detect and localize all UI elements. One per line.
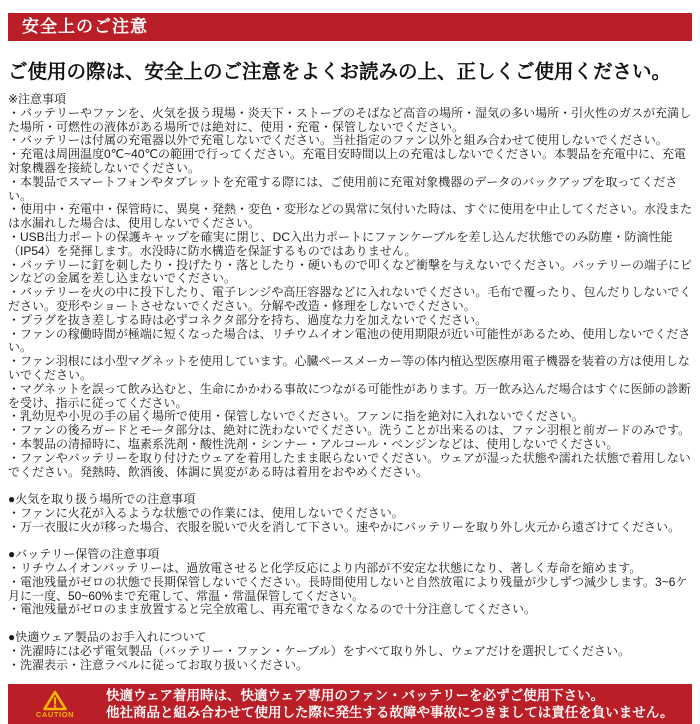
safety-notice-page xyxy=(0,13,700,721)
note-item: ・バッテリーやファンを、火気を扱う現場・炎天下・ストーブのそばなど高音の場所・湿気の多い場所・引火性のガスが充満した場所・可燃性の液体がある場所では絶対に、使用・充電・保管しないでください。 xyxy=(8,105,692,134)
section-item: ・洗濯表示・注意ラベルに従ってお取り扱いください。 xyxy=(8,657,309,672)
note-item: ・USB出力ポートの保護キャップを確実に閉じ、DC入出力ポートにファンケーブルを差し込んだ状態でのみ防塵・防滴性能（IP54）を発揮します。水没時に防水構造を保証するものではありません。 xyxy=(8,229,673,258)
section-heading: ●火気を取り扱う場所での注意事項 xyxy=(8,492,196,507)
caution-line-1: 快適ウェア着用時は、快適ウェア専用のファン・バッテリーを必ずご使用下さい。 xyxy=(106,688,605,704)
note-item: ・ファン羽根には小型マグネットを使用しています。心臓ペースメーカー等の体内植込型医療用電子機器を装着の方は使用しないでください。 xyxy=(8,354,690,382)
caution-icon-block xyxy=(24,690,86,719)
note-item: ・乳幼児や小児の手の届く場所で使用・保管しないでください。ファンに指を絶対に入れないでください。 xyxy=(8,409,584,424)
section-heading: ●快適ウェア製品のお手入れについて xyxy=(8,630,207,645)
page-title: 安全上のご注意 xyxy=(22,17,148,36)
caution-icon-label: CAUTION xyxy=(35,709,75,719)
section-item: ・万一衣服に火が移った場合、衣服を脱いで火を消して下さい。速やかにバッテリーを取り外し火元から遠ざけてください。 xyxy=(8,519,681,534)
note-item: ・バッテリーを火の中に投下したり、電子レンジや高圧容器などに入れないでください。毛布で覆ったり、包んだりしないでください。変形やショートさせないでください。分解や改造・修理をしないでください。 xyxy=(8,285,692,313)
note-item: ・本製品でスマートフォンやタブレットを充電する際には、ご使用前に充電対象機器のデータのバックアップを取ってください。 xyxy=(8,174,678,203)
section-wear-care xyxy=(8,631,692,672)
note-item: ・バッテリーは付属の充電器以外で充電しないでください。当社指定のファン以外と組み合わせて使用しないでください。 xyxy=(8,133,668,148)
section-fire-handling xyxy=(8,493,692,534)
lead-sentence: ご使用の際は、安全上のご注意をよくお読みの上、正しくご使用ください。 xyxy=(8,61,672,83)
warning-triangle-icon xyxy=(43,690,67,711)
section-item: ・電池残量がゼロのまま放置すると完全放電し、再充電できなくなるので十分注意してください。 xyxy=(8,602,537,617)
section-header-bar xyxy=(8,13,692,41)
note-item: ・本製品の清掃時に、塩素系洗剤・酸性洗剤・シンナー・アルコール・ベンジンなどは、使用しないでください。 xyxy=(8,436,619,451)
section-battery-storage xyxy=(8,548,692,617)
section-item: ・ファンに火花が入るような状態での作業には、使用しないでください。 xyxy=(8,505,404,520)
note-item: ・充電は周囲温度0℃~40℃の範囲で行ってください。充電目安時間以上の充電はしないでください。本製品を充電中に、充電対象機器を接続しないでください。 xyxy=(8,147,686,175)
notes-heading: ※注意事項 xyxy=(8,92,67,106)
section-item: ・リチウムイオンバッテリーは、過放電させると化学反応により内部が不安定な状態になり、著しく寿命を縮めます。 xyxy=(8,561,642,576)
note-item: ・ファンの稼働時間が極端に短くなった場合は、リチウムイオン電池の使用期限が近い可能性があるため、使用しないでください。 xyxy=(8,326,691,355)
caution-text xyxy=(106,687,674,721)
notes-block xyxy=(8,93,692,479)
note-item: ・マグネットを誤って飲み込むと、生命にかかわる事故につながる可能性があります。万一飲み込んだ場合はすぐに医師の診断を受け、指示に従ってください。 xyxy=(8,381,691,410)
section-heading: ●バッテリー保管の注意事項 xyxy=(8,547,160,562)
section-item: ・電池残量がゼロの状態で長期保管しないでください。長時間使用しないと自然放電により残量が少しずつ減少します。3~6ケ月に一度、50~60%まで充電して、常温・常温保管してください。 xyxy=(8,574,688,603)
note-item: ・ファンやバッテリーを取り付けたウェアを着用したまま眠らないでください。ウェアが湿った状態や濡れた状態で着用しないでください。発熱時、飲酒後、体調に異変がある時は着用をおやめください。 xyxy=(8,450,691,479)
caution-line-2: 他社商品と組み合わせて使用した際に発生する故障や事故につきましては責任を負いません。 xyxy=(106,705,674,721)
caution-banner xyxy=(8,684,692,724)
note-item: ・ファンの後ろガードとモータ部分は、絶対に洗わないでください。洗うことが出来るのは、ファン羽根と前ガードのみです。 xyxy=(8,423,691,438)
note-item: ・バッテリーに釘を刺したり・投げたり・落としたり・硬いもので叩くなど衝撃を与えないでください。バッテリーの端子にピンなどの金属を差し込まないでください。 xyxy=(8,257,693,286)
note-item: ・プラグを抜き差しする時は必ずコネクタ部分を持ち、過度な力を加えないでください。 xyxy=(8,312,488,327)
section-item: ・洗濯時には必ず電気製品（バッテリー・ファン・ケーブル）をすべて取り外し、ウェアだけを選択してください。 xyxy=(8,643,630,658)
note-item: ・使用中・充電中・保管時に、異臭・発熱・変色・変形などの異常に気付いた時は、すぐに使用を中止してください。水没または水漏れした場合は、使用しないでください。 xyxy=(8,202,693,231)
